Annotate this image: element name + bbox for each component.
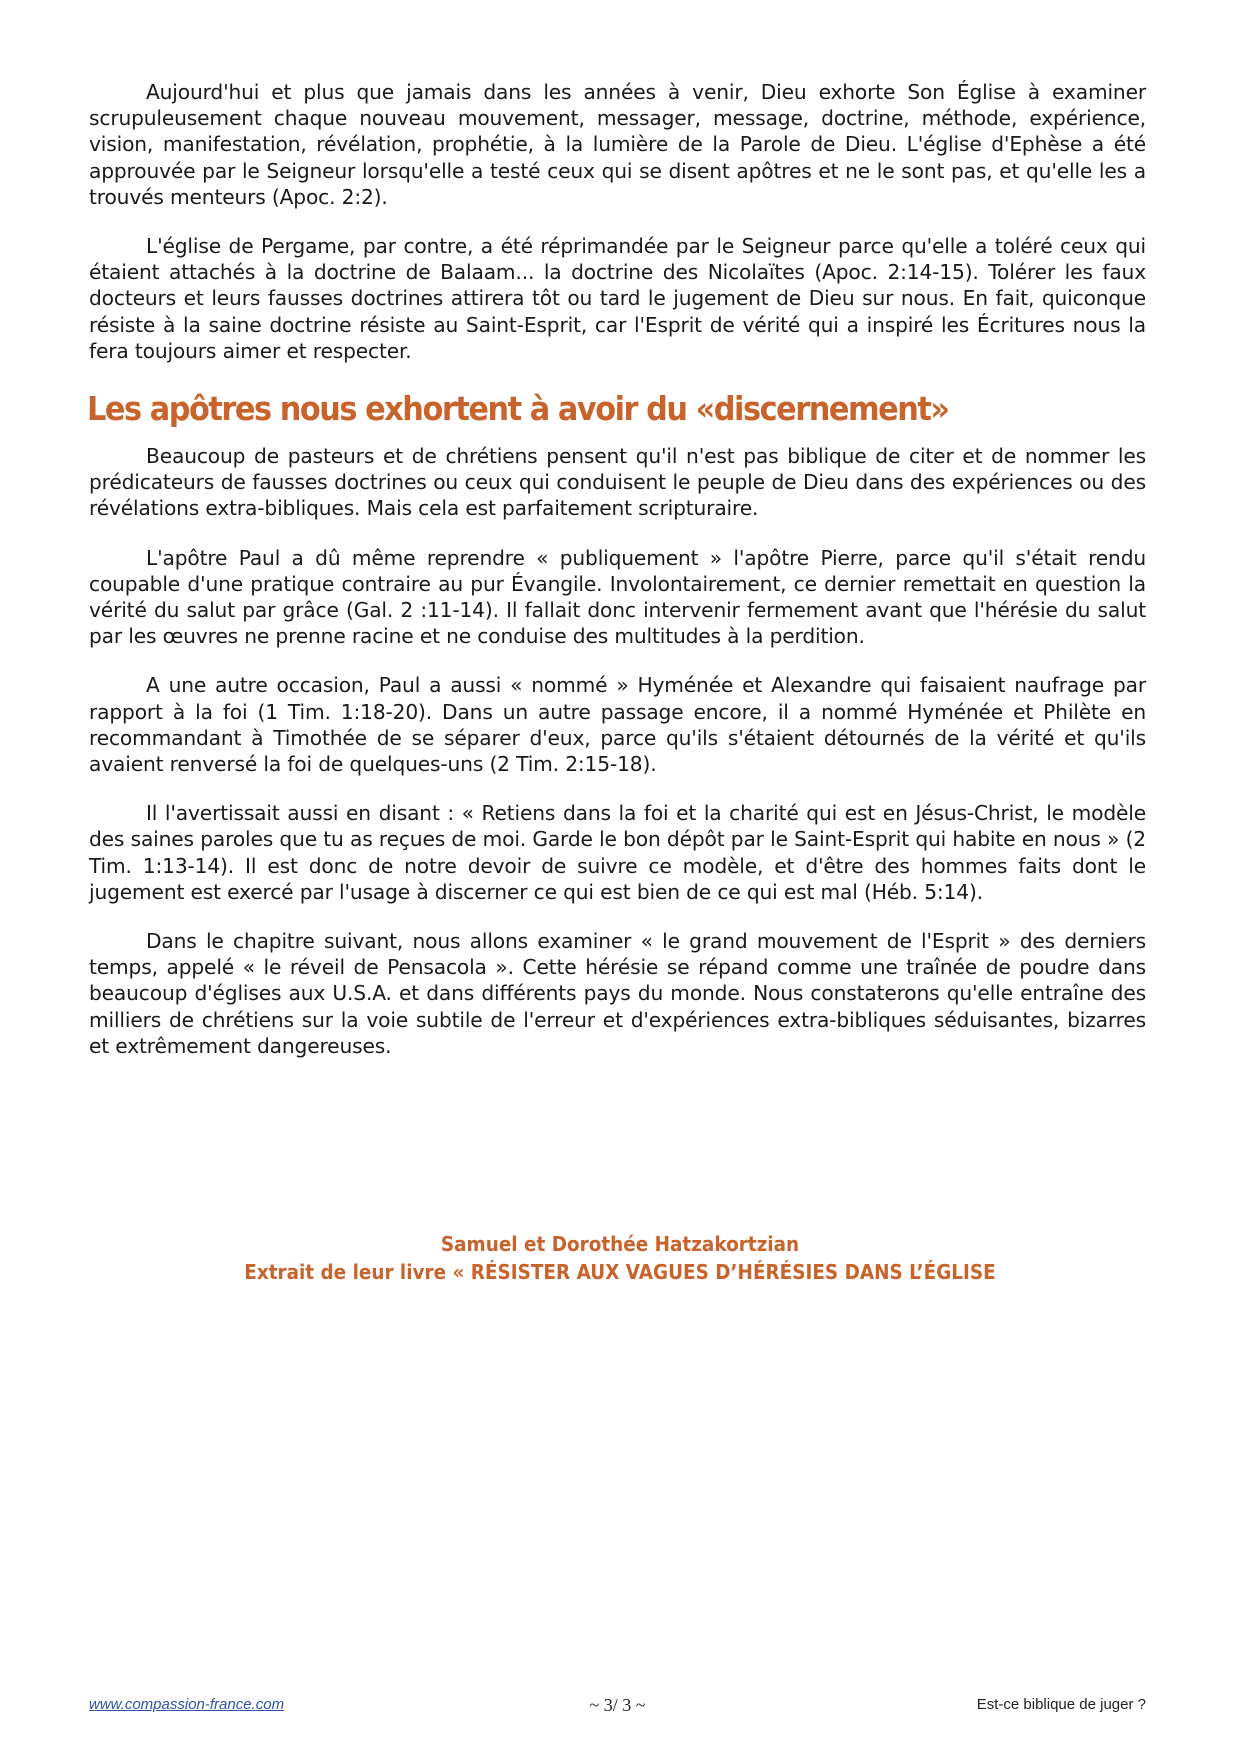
section-heading: Les apôtres nous exhortent à avoir du «discernement» [87,389,949,429]
signature-source: Extrait de leur livre « RÉSISTER AUX VAGUES D’HÉRÉSIES DANS L’ÉGLISE [244,1260,996,1284]
paragraph-paul-pierre: L'apôtre Paul a dû même reprendre « publiquement » l'apôtre Pierre, parce qu'il s'était rendu coupable d'une pratique contraire au pur Évangile. Involontairement, ce dernier remettait en question la vérité du salut par grâce (Gal. 2 :11-14). Il fallait donc intervenir fermement avant que l'hérésie du salut par les œuvres ne prenne racine et ne conduise des multitudes à la perdition. [89,545,1146,649]
paragraph-chapitre-suivant: Dans le chapitre suivant, nous allons examiner « le grand mouvement de l'Esprit » des derniers temps, appelé « le réveil de Pensacola ». Cette hérésie se répand comme une traînée de poudre dans beaucoup d'églises aux U.S.A. et dans différents pays du monde. Nous constaterons qu'elle entraîne des milliers de chrétiens sur la voie subtile de l'erreur et d'expériences extra-bibliques séduisantes, bizarres et extrêmement dangereuses. [89,929,1146,1058]
website-link[interactable]: www.compassion-france.com [89,1696,285,1713]
page-footer [89,1696,1146,1718]
signature-authors: Samuel et Dorothée Hatzakortzian [440,1232,800,1256]
document-title: Est-ce biblique de juger ? [976,1696,1146,1713]
paragraph-pasteurs: Beaucoup de pasteurs et de chrétiens pensent qu'il n'est pas biblique de citer et de nommer les prédicateurs de fausses doctrines ou ceux qui conduisent le peuple de Dieu dans des expériences ou des révélations extra-bibliques. Mais cela est parfaitement scripturaire. [89,444,1146,521]
document-page [89,79,1146,1082]
paragraph-pergame: L'église de Pergame, par contre, a été réprimandée par le Seigneur parce qu'elle a toléré ceux qui étaient attachés à la doctrine de Balaam... la doctrine des Nicolaïtes (Apoc. 2:14-15). Tolérer les faux docteurs et leurs fausses doctrines attirera tôt ou tard le jugement de Dieu sur nous. En fait, quiconque résiste à la saine doctrine résiste au Saint-Esprit, car l'Esprit de vérité qui a inspiré les Écritures nous la fera toujours aimer et respecter. [89,234,1146,363]
paragraph-hymenee: A une autre occasion, Paul a aussi « nommé » Hyménée et Alexandre qui faisaient naufrage par rapport à la foi (1 Tim. 1:18-20). Dans un autre passage encore, il a nommé Hyménée et Philète en recommandant à Timothée de se séparer d'eux, parce qu'ils s'étaient détournés de la vérité et qu'ils avaient renversé la foi de quelques-uns (2 Tim. 2:15-18). [89,673,1146,777]
paragraph-examiner: Aujourd'hui et plus que jamais dans les années à venir, Dieu exhorte Son Église à examiner scrupuleusement chaque nouveau mouvement, messager, message, doctrine, méthode, expérience, vision, manifestation, révélation, prophétie, à la lumière de la Parole de Dieu. L'église d'Ephèse a été approuvée par le Seigneur lorsqu'elle a testé ceux qui se disent apôtres et ne le sont pas, et qu'elle les a trouvés menteurs (Apoc. 2:2). [89,80,1146,209]
page-number: ~ 3/ 3 ~ [589,1695,646,1715]
signature-block [0,1230,1240,1286]
paragraph-avertissait: Il l'avertissait aussi en disant : « Retiens dans la foi et la charité qui est en Jésus-Christ, le modèle des saines paroles que tu as reçues de moi. Garde le bon dépôt par le Saint-Esprit qui habite en nous » (2 Tim. 1:13-14). Il est donc de notre devoir de suivre ce modèle, et d'être des hommes faits dont le jugement est exercé par l'usage à discerner ce qui est bien de ce qui est mal (Héb. 5:14). [89,801,1146,904]
